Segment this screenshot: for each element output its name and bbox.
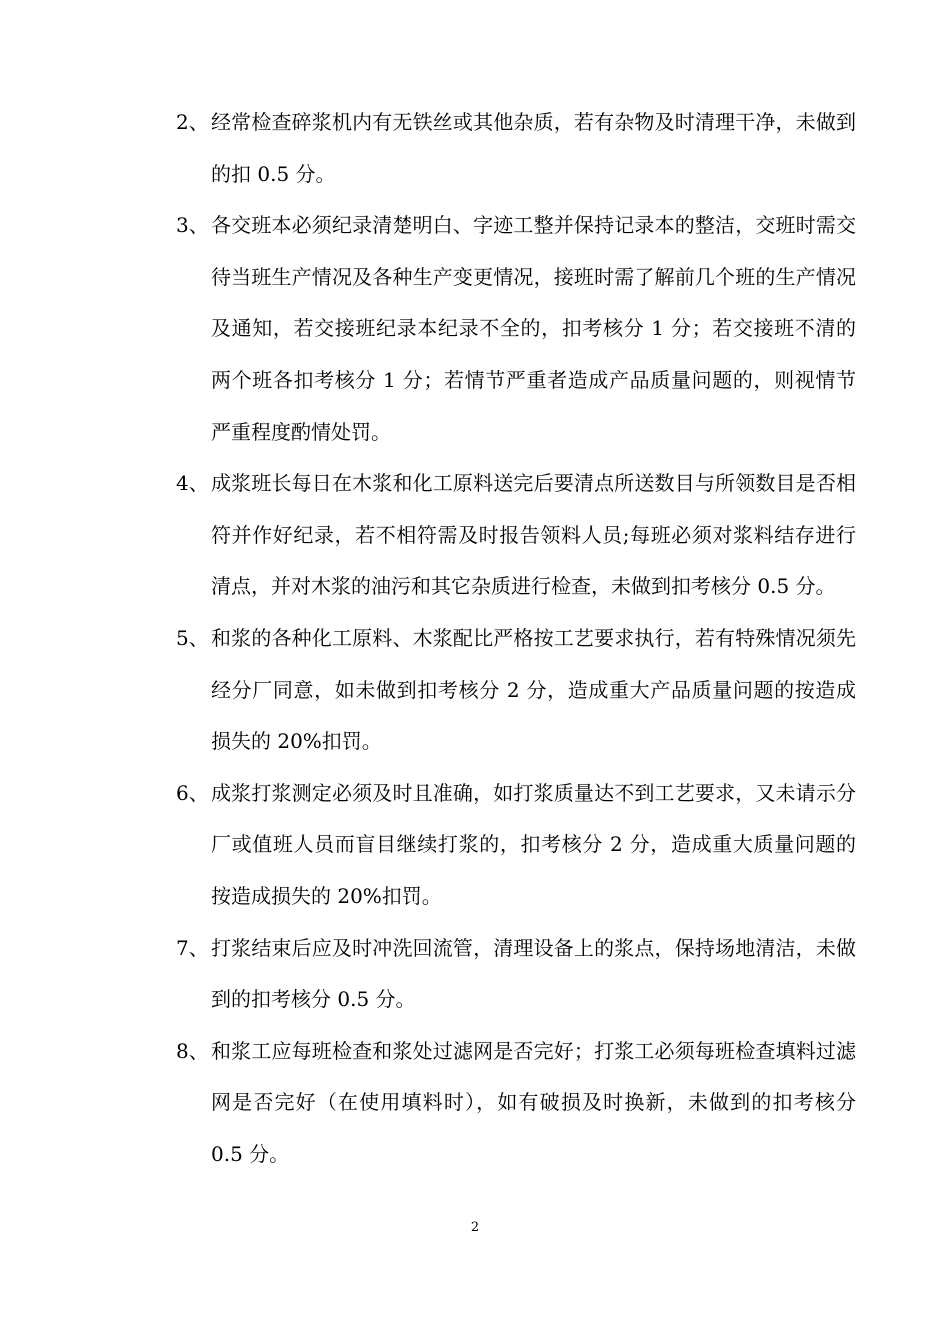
rule-text: 和浆的各种化工原料、木浆配比严格按工艺要求执行，若有特殊情况须先经分厂同意，如未做到扣考核分 2 分，造成重大产品质量问题的按造成损失的 20%扣罚。 — [211, 625, 856, 754]
rule-item-6 — [176, 768, 856, 923]
rule-item-3 — [176, 200, 856, 458]
rule-item-7 — [176, 923, 856, 1026]
rule-item-4 — [176, 458, 856, 613]
rule-item-8 — [176, 1026, 856, 1181]
rule-number: 2、 — [176, 110, 209, 134]
rule-item-5 — [176, 613, 856, 768]
rule-text: 打浆结束后应及时冲洗回流管，清理设备上的浆点，保持场地清洁，未做到的扣考核分 0.5 分。 — [211, 935, 856, 1012]
rule-number: 3、 — [176, 213, 209, 238]
rule-text: 经常检查碎浆机内有无铁丝或其他杂质，若有杂物及时清理干净，未做到的扣 0.5 分。 — [211, 110, 856, 186]
rule-number: 8、 — [176, 1038, 209, 1063]
page-number: 2 — [470, 1220, 480, 1235]
rule-item-2 — [176, 97, 856, 200]
rule-number: 7、 — [176, 935, 209, 960]
rule-list — [176, 97, 856, 1180]
rule-text: 成浆班长每日在木浆和化工原料送完后要清点所送数目与所领数目是否相符并作好纪录，若不相符需及时报告领料人员;每班必须对浆料结存进行清点，并对木浆的油污和其它杂质进行检查，未做到扣考核分 0.5 分。 — [211, 471, 856, 599]
rule-text: 各交班本必须纪录清楚明白、字迹工整并保持记录本的整洁，交班时需交待当班生产情况及各种生产变更情况，接班时需了解前几个班的生产情况及通知，若交接班纪录本纪录不全的，扣考核分 1 分；若交接班不清的两个班各扣考核分 1 分；若情节严重者造成产品质量问题的，则视情节严重程度酌情处罚。 — [211, 213, 856, 444]
rule-number: 5、 — [176, 625, 209, 650]
rule-text: 成浆打浆测定必须及时且准确，如打浆质量达不到工艺要求，又未请示分厂或值班人员而盲目继续打浆的，扣考核分 2 分，造成重大质量问题的按造成损失的 20%扣罚。 — [211, 780, 856, 908]
rule-number: 4、 — [176, 471, 209, 496]
rule-number: 6、 — [176, 780, 209, 805]
rule-text: 和浆工应每班检查和浆处过滤网是否完好；打浆工必须每班检查填料过滤网是否完好（在使用填料时），如有破损及时换新，未做到的扣考核分 0.5 分。 — [211, 1038, 856, 1166]
